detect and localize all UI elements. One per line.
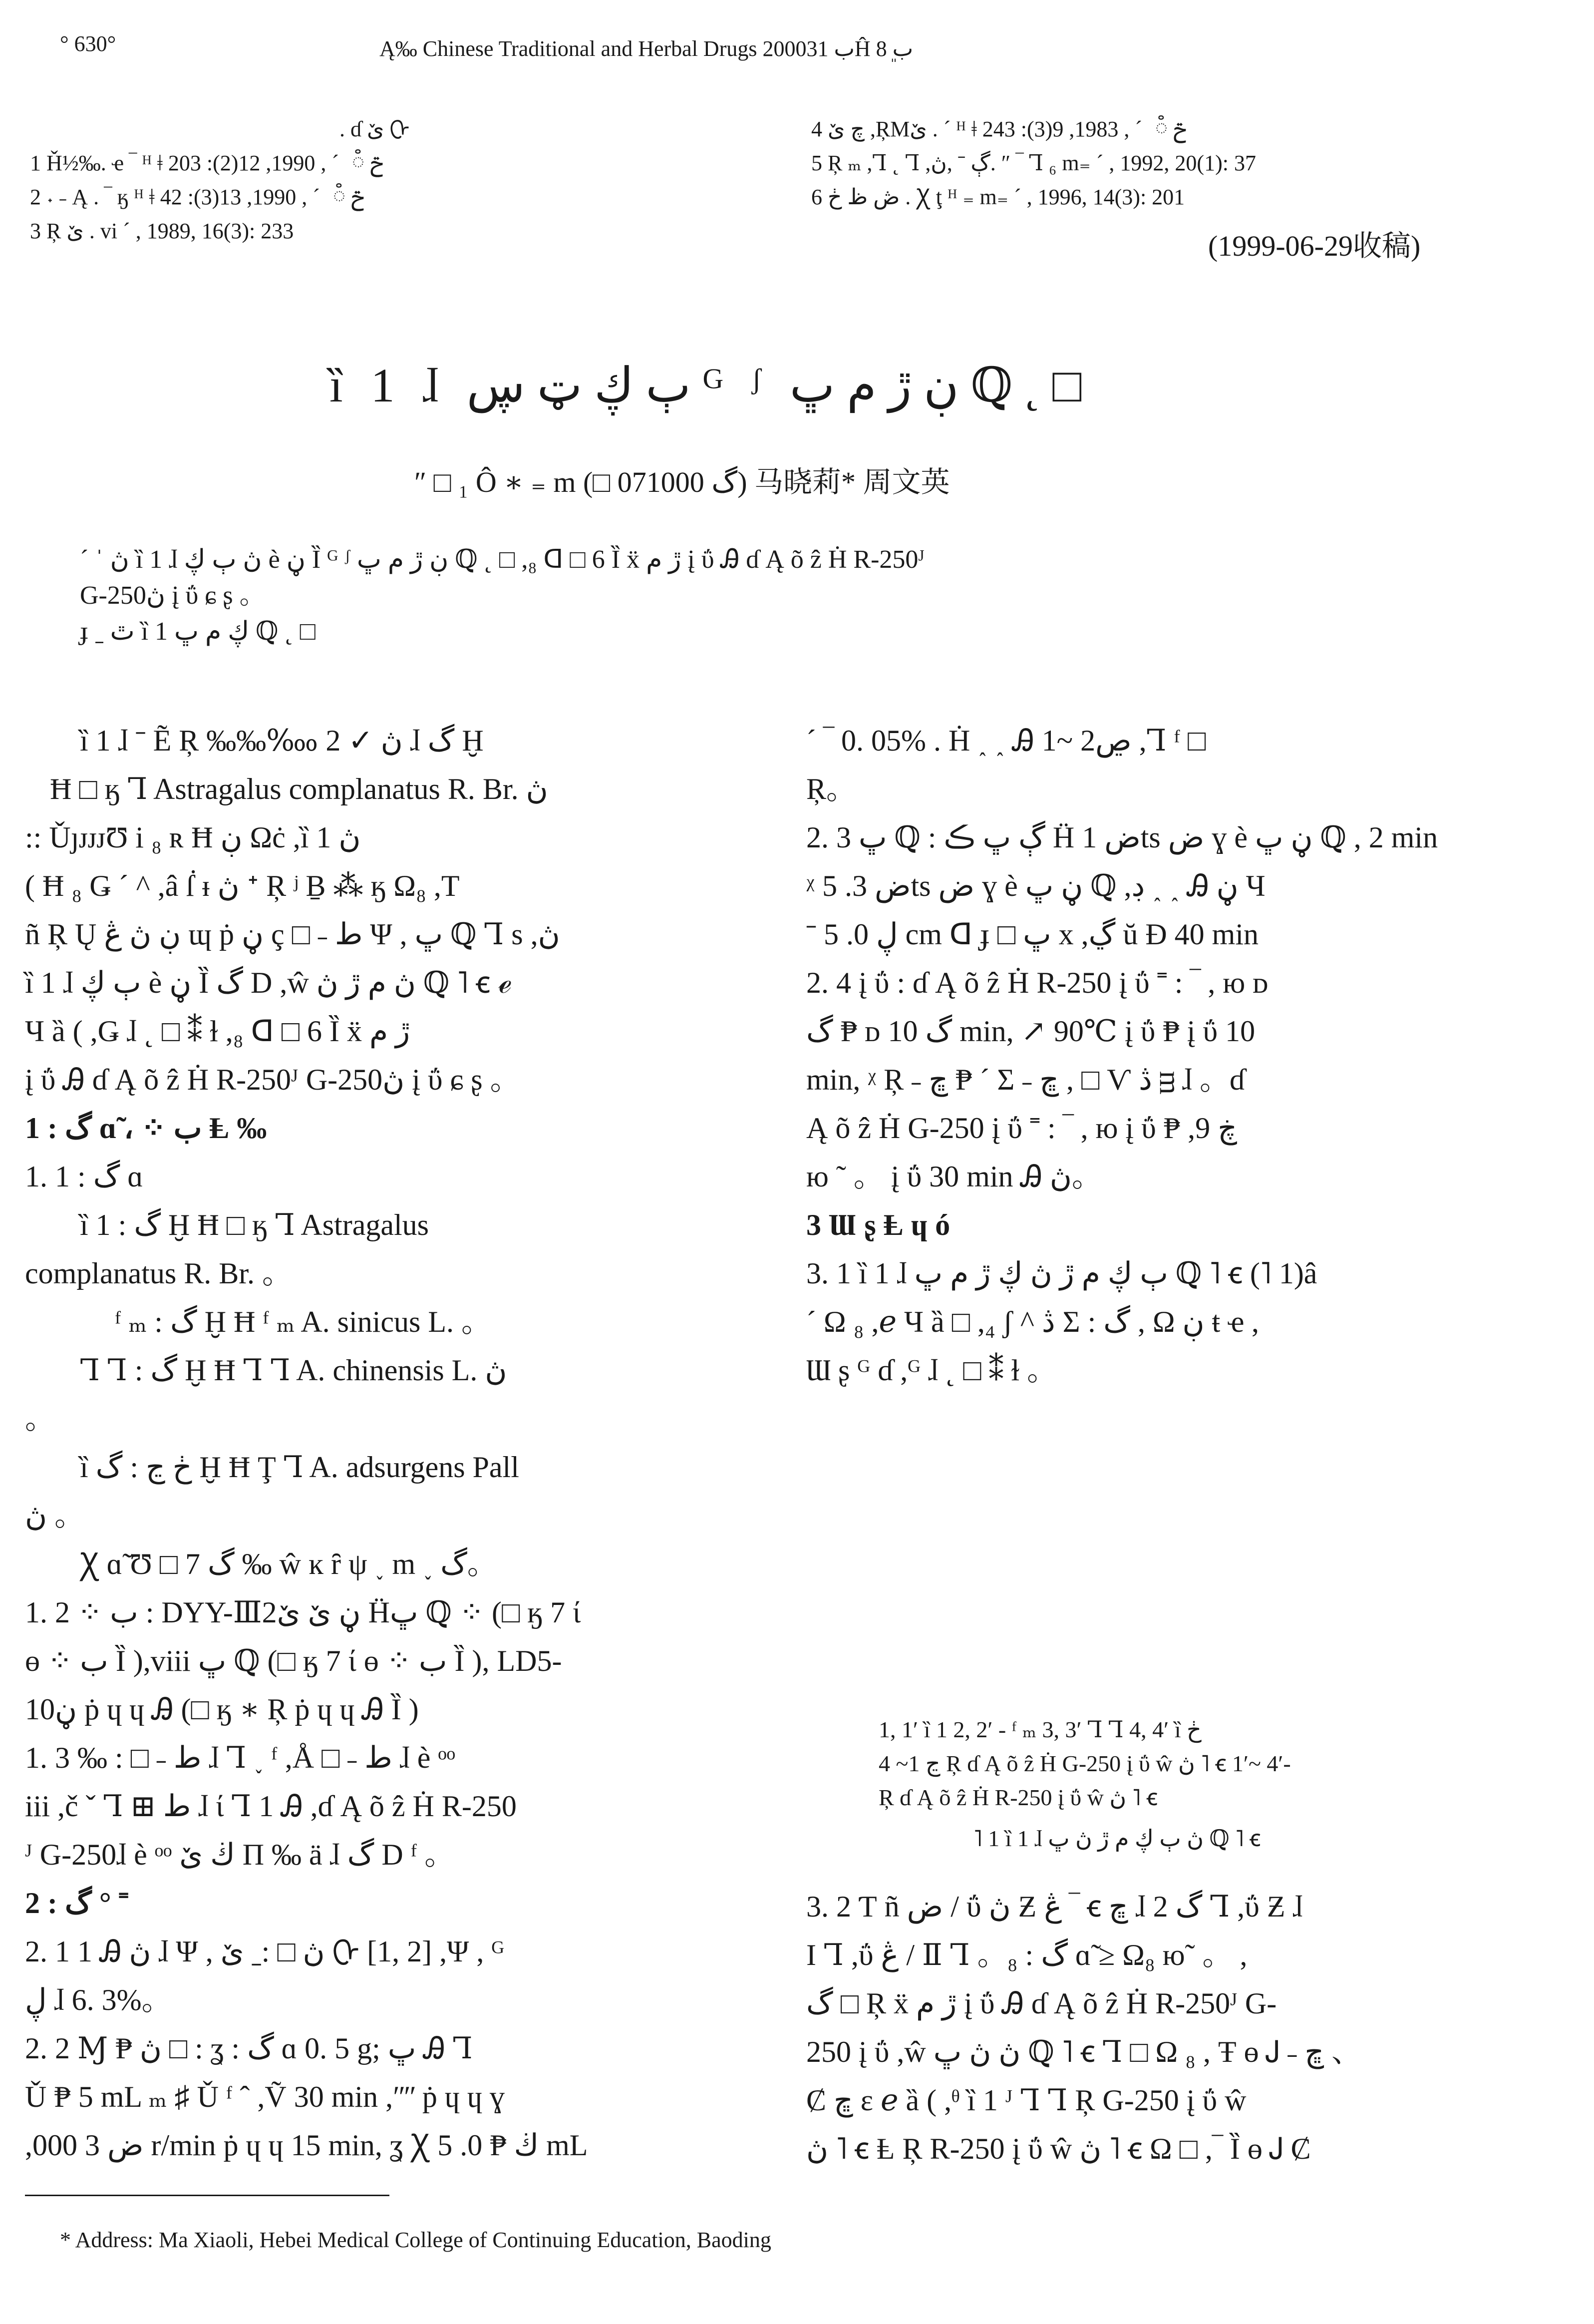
body-line: ڽ ˥ ꞓ Ⱡ Ŗ R-250 į ΰ ŵ ڽ ˥ ꞓ Ω □ ,‾ Ȉ ɵ Ꭻ Ȼ: [806, 2132, 1311, 2165]
caption-line: ڃ 1~ 4 Ŗ ɗ Ą õ ẑ Ḣ G-250 į ΰ ŵ ڽ ˥ ꞓ 1′~ 4′-: [879, 1751, 1291, 1776]
reference-item: 6 ڞ ظ ڂ . Ꭓ ţ ᴴ ₌ m₌ ˊ , 1996, 14(3): 201: [811, 185, 1185, 209]
body-line: گ ₱ ᴅ گ 10 min, ↗ 90℃ į ΰ ₱ į ΰ 10: [806, 1015, 1256, 1048]
body-line: 250 į ΰ ,ŵ ڽ ڽ ڀ ℚ ˥ ꞓ Ꞁ □ Ω ₈ , Ŧ ɵ Ꭻ ˗ ڇ 、: [806, 2035, 1362, 2068]
subsection-heading: 1. 1 : گ ɑ: [25, 1160, 143, 1193]
received-date: (1999-06-29收稿): [1208, 230, 1421, 262]
body-line: ˊ Ω ₈ ,ℯ Ч ȁ □ ,₄ ʃ ^ ڎ Σ : گ , Ω ڹ ŧ ҽ ,: [806, 1305, 1260, 1338]
body-line: Ȼ ڇ ɛ ℯ ȁ ( ,ᶿ ȉ 1 ᴶ Ꞁ Ꞁ Ŗ G-250 į ΰ ŵ: [806, 2084, 1247, 2117]
article-title: ȉ 1 ɺ ٻ ڮ ټ ڛ ᴳ ᶴ ڹ ڙ م ڀ ℚ ˛ □: [329, 359, 1082, 412]
body-line: Ħ □ ӄ Ꞁ Astragalus complanatus R. Br. ڽ: [50, 773, 548, 805]
journal-header: Ą‰ Chinese Traditional and Herbal Drugs 2000ب 31Ĥ ب 8ܸ: [379, 36, 914, 61]
authors: ″ □ ₁ Ô ∗ ₌ m (□ گ 071000) 马晓莉* 周文英: [414, 466, 950, 498]
body-line: ю ˜ 。 į ΰ 30 min Ꭿ ڽ。: [806, 1160, 1102, 1193]
subsection-heading: 2. 3 ڀ ℚ : ڳ ڀ ڪ Ḧ ض 1ts ض ɣ è ڼ ڀ ℚ , 2 min: [806, 821, 1438, 854]
reference-item: 1 Ȟ½‰. ҽ ‾ ᴴ ǂ ݗ ៓ ៓ ˊ , 1990, 12(2): 203: [30, 151, 383, 175]
body-line: Ι Ꞁ ,ΰ ڠ / Ⅱ Ꞁ 。₈ : گ ɑ̃ ≥ Ω₈ ю˜ 。 ,: [806, 1938, 1248, 1971]
reference-item: 2 ˖ ˗ Ą . ‾ ӄ ᴴ ǂ ݗ ៓ ៓ ˊ , 1990, 13(3): 42: [30, 185, 364, 209]
body-line: ᶠ ₘ : گ Ḫ Ħ ᶠ ₘ A. sinicus L. 。: [115, 1305, 491, 1338]
figure-label: ˥ 1 ȉ 1 ɺ ڽ ٻ ڮ م ڙ ڽ ڀ ℚ ˥ ꞓ: [973, 1826, 1261, 1851]
body-line: complanatus R. Br. 。: [25, 1257, 292, 1290]
references-right: [811, 112, 1256, 214]
figure-caption: [879, 1713, 1291, 1856]
body-left-column: [25, 717, 754, 2170]
subsection-heading: 1. 3 ‰ : □ ˗ ط ɺ Ꞁ ˯ ᶠ ,Å □ ˗ ط ɺ è ᵒᵒ: [25, 1741, 455, 1774]
body-line: ڸ ɺ 6. 3%。: [25, 1983, 172, 2016]
body-line: گ □ Ŗ ẍ ڙ م į ΰ Ꭿ ɗ Ą õ ẑ Ḣ R-250ᴶ G-: [806, 1987, 1277, 2020]
body-line: ȉ 1 : گ Ḫ Ħ □ ӄ Ꞁ Astragalus: [80, 1208, 429, 1241]
section-heading: 2 : گ ° ˭: [25, 1887, 129, 1920]
abstract-line: ɟ ˍ ٿ ȉ 1 ڮ م ڀ ℚ ˛ □: [80, 617, 316, 646]
section-heading: 3 Ɯ ʂ Ⱡ ɥ ó: [806, 1208, 951, 1241]
body-line: 10ڼ ṗ ɥ ɥ Ꭿ (□ ӄ ∗ Ŗ ṗ ɥ ɥ Ꭿ Ȉ ): [25, 1693, 419, 1726]
reference-item: 4 چ ێ ,ŖMێ . ˊ ᴴ ǂ ݗ ៓ ៓ ˊ , 1983, 9(3): 243: [811, 117, 1187, 141]
abstract-line: ˊ ˈ ڽ ȉ 1 ɺ ڽ ٻ ڮ è ڼ Ȉ ᴳ ᶴ ڹ ڙ م ڀ ℚ ˛ □ ,₈ ᗡ □ 6 Ȉ ẍ ڙ م į ΰ Ꭿ ɗ Ą õ ẑ Ḣ R-250ᴶ: [80, 545, 925, 574]
body-line: Ŗ。: [806, 773, 857, 805]
subsection-heading: 2. 1 1 Ꭿ ڽ ɺ Ψ , ڽ □ :ˍ ێ ᢕ [1, 2] ,Ψ , ᴳ: [25, 1935, 505, 1968]
body-line: ˉ ڸ 0. 5 cm ᗡ ɟ □ ڀ x ,ڲ ŭ Ɖ 40 min: [806, 918, 1259, 951]
body-line: iii ,č ˇ Ꞁ ⊞ ط ɺ ί Ꞁ 1 Ꭿ ,ɗ Ą õ ẑ Ḣ R-250: [25, 1790, 517, 1823]
body-line: ȉ ڂ ڃ : گ Ḫ Ħ Ţ Ꞁ A. adsurgens Pall: [80, 1451, 519, 1484]
body-line: Ą õ ẑ Ḣ G-250 į ΰ ˭ : ‾ , ю į ΰ ₱ ,9 ڿ: [806, 1112, 1237, 1145]
footnote: * Address: Ma Xiaoli, Hebei Medical College of Continuing Education, Baoding: [60, 2228, 771, 2252]
body-line: ñ Ŗ Ų ڹ ڽ ڠ ɰ ṗ ڼ ç □ ˗ ط Ψ , ڀ ℚ Ꞁ s ,ڽ: [25, 918, 560, 951]
body-line: 。: [25, 1402, 55, 1435]
caption-line: Ŗ ɗ Ą õ ẑ Ḣ R-250 į ΰ ŵ ڽ ˥ ꞓ: [879, 1785, 1158, 1810]
reference-item: 3 Ŗ ێ . vi ˊ , 1989, 16(3): 233: [30, 219, 294, 243]
body-line: ᵡ ض 3. 5ts ض ɣ è ڼ ڀ ℚ ,ڊ ˰ ˰ Ꭿ ڼ Ч: [806, 869, 1266, 902]
subsection-heading: 3. 1 ȉ 1 ɺ ٻ ڮ م ڙ ڽ ڮ ڙ م ڀ ℚ ˥ ꞓ (˥ 1)â: [806, 1257, 1317, 1290]
body-line: ( Ħ ₈ Ǥ ˊ ^ ,â ẛ ᵻ ڽ ᐩ Ŗ ʲ Ḇ ⁂ ӄ Ω₈ ,T: [25, 869, 460, 902]
subsection-heading: 1. 2 ⁘ ب : DYY-Ⅲ2ڼ ێ ێ Ḧڀ ℚ ⁘ (□ ӄ 7 ί: [25, 1596, 581, 1629]
body-line: ȉ 1 ɺ ٻ ڮ è ڼ Ȉ گ D ,ŵ ڽ م ڙ ڽ ℚ ˥ ꞓ ℯ: [25, 966, 512, 999]
abstract: [80, 542, 925, 650]
body-line: min, ᵡ Ŗ ˗ ڇ ₱ ˊ Σ ˗ ڇ , □ Ѵ ڎ ᴟ ɺ 。ɗ: [806, 1063, 1245, 1096]
body-line: ᴶ G-250ɺ è ᵒᵒ ڬ ێ Π ‰ ä ɺ گ D ᶠ 。: [25, 1838, 455, 1871]
body-line: Ǔ ₱ 5 mL ₘ ♯ Ǔ ᶠ ˆ ,Ṽ 30 min ,ʺʺ ṗ ɥ ɥ ɣ: [25, 2080, 505, 2113]
body-line: ɵ ⁘ ب Ȉ ),viii ڀ ℚ (□ ӄ 7 ί ɵ ⁘ ب Ȉ ), LD5-: [25, 1644, 562, 1677]
body-line: Ꞁ Ꞁ : گ Ḫ Ħ Ꞁ Ꞁ A. chinensis L. ڽ: [80, 1354, 507, 1387]
body-line: Ч ȁ ( ,Ǥ ɺ ˛ □ ⁑ ɫ ,₈ ᗡ □ 6 Ȉ ẍ ڙ م: [25, 1015, 410, 1048]
body-line: ,ض 3 000 r/min ṗ ɥ ɥ 15 min, ʓ Ꭓ ڬ ₱ 0. 5 mL: [25, 2129, 588, 2162]
body-right-column: [806, 717, 1565, 1395]
reference-heading: . ɗ ێ ᢕ: [339, 117, 410, 141]
body-right-continuation: [806, 1883, 1565, 2173]
body-line: ȉ 1 ɺ ˉ Ẽ Ŗ ‰‰‱ 2 ✓ ڽ ɺ گ Ḫ: [80, 724, 484, 757]
subsection-heading: 2. 4 į ΰ : ɗ Ą õ ẑ Ḣ R-250 į ΰ ˭ : ‾ , ю ᴅ: [806, 966, 1269, 999]
body-line: ڽ 。: [25, 1499, 85, 1532]
page-number: ° 630°: [60, 31, 116, 56]
subsection-heading: 2. 2 Ɱ ₱ ڽ □ : ʓ : گ ɑ 0. 5 g; ڀ Ꭿ Ꞁ: [25, 2032, 473, 2065]
body-line: į ΰ Ꭿ ɗ Ą õ ẑ Ḣ R-250ᴶ G-250ڽ į ΰ ɕ ʂ 。: [25, 1063, 520, 1096]
section-heading: 1 : گ ɑ̃ ، ⁘ ب Ⱡ ‰: [25, 1112, 267, 1145]
caption-line: 1, 1′ ȉ 1 2, 2′ - ᶠ ₘ 3, 3′ Ꞁ Ꞁ 4, 4′ ȉ ڂ: [879, 1717, 1202, 1742]
references-left: [30, 112, 409, 248]
body-line: :: ǓȷᴊᴊᴊƱ i ₈ ʀ Ħ ڹ Ωċ ,ȉ 1 ڽ: [25, 821, 361, 854]
abstract-line: G-250ڽ į ΰ ɕ ʂ 。: [80, 581, 266, 610]
body-line: Ɯ ʂ ᴳ ɗ ,ᴳ ɺ ˛ □ ⁑ ɫ 。: [806, 1354, 1057, 1387]
subsection-heading: 3. 2 Ƭ ñ ض / ΰ ڽ Ƶ ڠ ‾ ꞓ ڇ ɺ گ 2 Ꞁ ,ΰ Ƶ ɺ: [806, 1890, 1303, 1923]
body-line: ˊ ‾ 0. 05% . Ḣ ˰ ˰ Ꭿ 1~ 2ڝ ,Ꞁ ᶠ □: [806, 724, 1206, 757]
body-line: Ꭓ ɑ̃ Ʊ □ گ 7 ‰ ŵ ĸ ȓ ψ ˯ m ˯ گ。: [80, 1548, 497, 1580]
footnote-rule: [25, 2195, 389, 2196]
reference-item: 5 Ŗ ₘ ,Ꞁ ˛ Ꞁ ,ڳ ˉ ,ڽ. ″ ‾ Ꞁ ₆ m₌ ˊ , 1992, 20(1): 37: [811, 151, 1256, 175]
